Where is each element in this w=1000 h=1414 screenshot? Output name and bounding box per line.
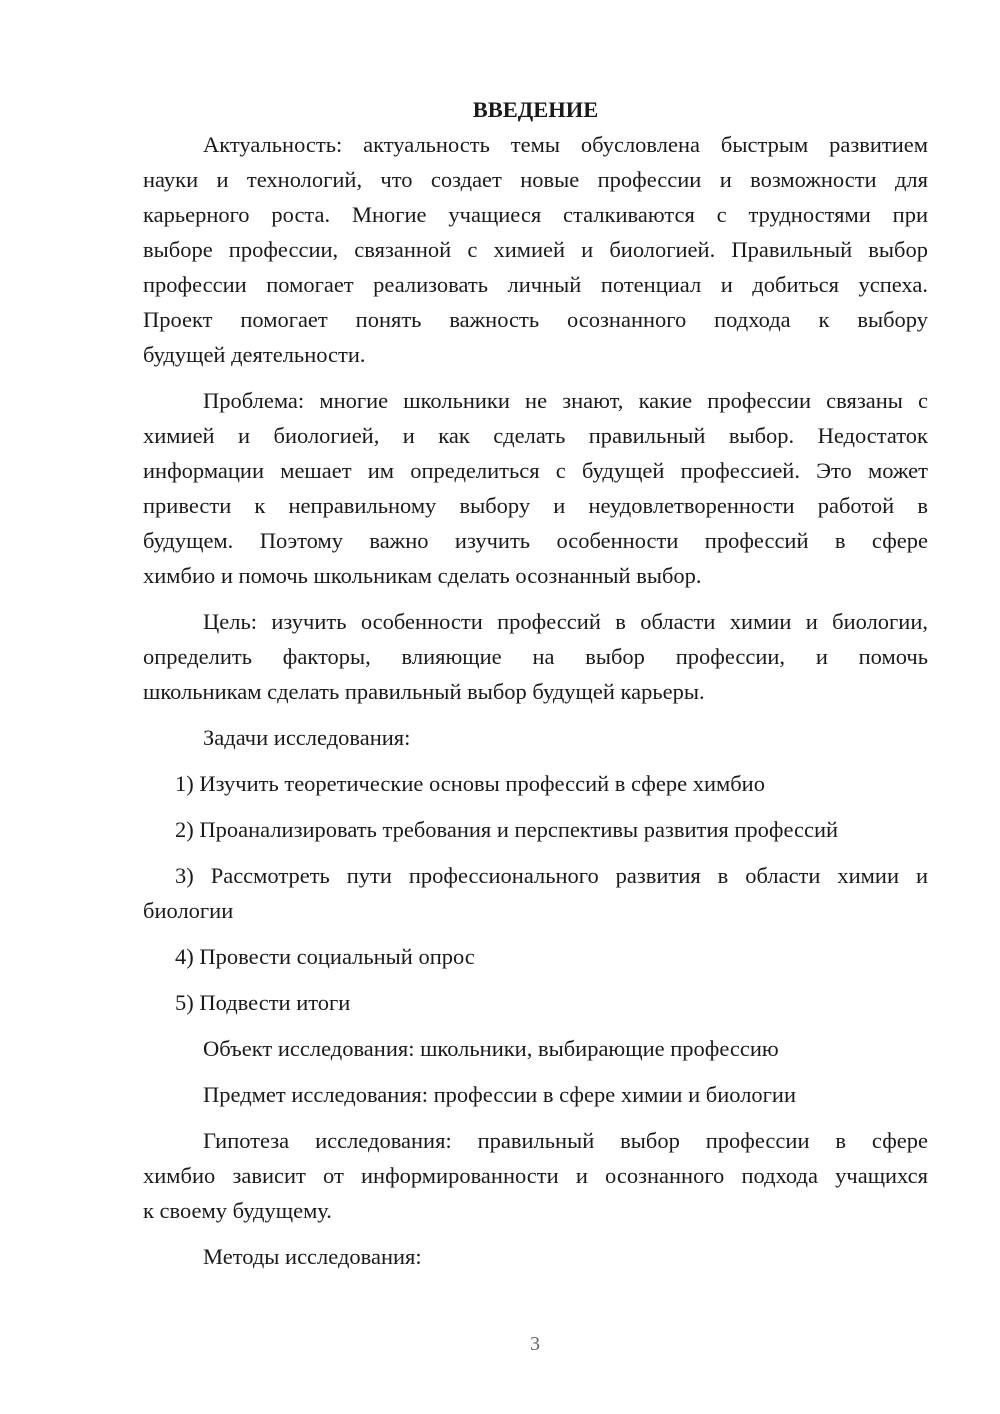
- text-line: Актуальность: актуальность темы обусловлена быстрым развитием: [203, 132, 928, 157]
- text-line: Задачи исследования:: [203, 725, 411, 750]
- paragraph: [143, 383, 928, 593]
- text-line: химией и биологией, и как сделать правильный выбор. Недостаток: [143, 423, 928, 448]
- paragraph: [143, 1031, 928, 1066]
- paragraph: [143, 1239, 928, 1274]
- text-line: к своему будущему.: [143, 1198, 332, 1223]
- text-line: профессии помогает реализовать личный потенциал и добиться успеха.: [143, 272, 928, 297]
- text-line: химбио и помочь школьникам сделать осознанный выбор.: [143, 563, 702, 588]
- text-line: 3) Рассмотреть пути профессионального развития в области химии и: [175, 863, 928, 888]
- list-item: [143, 766, 928, 801]
- text-line: 5) Подвести итоги: [175, 990, 351, 1015]
- paragraph: [143, 604, 928, 709]
- text-line: выборе профессии, связанной с химией и биологией. Правильный выбор: [143, 237, 928, 262]
- text-line: Проект помогает понять важность осознанного подхода к выбору: [143, 307, 928, 332]
- text-line: 1) Изучить теоретические основы профессий в сфере химбио: [175, 771, 765, 796]
- section-title: ВВЕДЕНИЕ: [472, 97, 599, 122]
- text-line: Объект исследования: школьники, выбирающие профессию: [203, 1036, 779, 1061]
- paragraph: [143, 720, 928, 755]
- text-line: привести к неправильному выбору и неудовлетворенности работой в: [143, 493, 928, 518]
- text-line: Цель: изучить особенности профессий в области химии и биологии,: [203, 609, 928, 634]
- text-line: Гипотеза исследования: правильный выбор профессии в сфере: [203, 1128, 928, 1153]
- text-line: информации мешает им определиться с будущей профессией. Это может: [143, 458, 928, 483]
- paragraph: [143, 127, 928, 372]
- text-line: Методы исследования:: [203, 1244, 422, 1269]
- text-line: карьерного роста. Многие учащиеся сталкиваются с трудностями при: [143, 202, 928, 227]
- text-line: 2) Проанализировать требования и перспективы развития профессий: [175, 817, 839, 842]
- document-body: [143, 127, 928, 1274]
- text-line: 4) Провести социальный опрос: [175, 944, 475, 969]
- paragraph: [143, 1123, 928, 1228]
- page-number: 3: [530, 1333, 540, 1355]
- list-item: [143, 812, 928, 847]
- document-page: [143, 92, 928, 1274]
- list-item: [143, 939, 928, 974]
- text-line: школьникам сделать правильный выбор будущей карьеры.: [143, 679, 705, 704]
- text-line: химбио зависит от информированности и осознанного подхода учащихся: [143, 1163, 928, 1188]
- text-line: будущей деятельности.: [143, 342, 366, 367]
- list-item: [143, 985, 928, 1020]
- text-line: Проблема: многие школьники не знают, какие профессии связаны с: [203, 388, 928, 413]
- text-line: Предмет исследования: профессии в сфере химии и биологии: [203, 1082, 796, 1107]
- list-item: [143, 858, 928, 928]
- paragraph: [143, 1077, 928, 1112]
- text-line: будущем. Поэтому важно изучить особенности профессий в сфере: [143, 528, 928, 553]
- text-line: биологии: [143, 898, 234, 923]
- text-line: определить факторы, влияющие на выбор профессии, и помочь: [143, 644, 928, 669]
- text-line: науки и технологий, что создает новые профессии и возможности для: [143, 167, 928, 192]
